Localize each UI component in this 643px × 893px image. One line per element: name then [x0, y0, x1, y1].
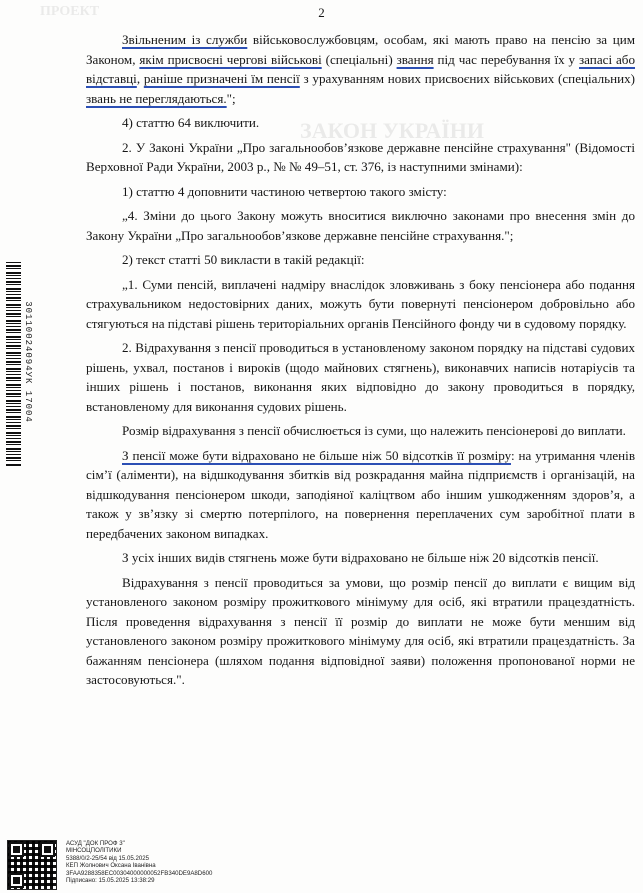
underline-annotation: З пенсії може бути відраховано не більше ніж 50 відсотків її розміру — [122, 447, 511, 463]
document-body — [86, 30, 635, 690]
paragraph-5: „4. Зміни до цього Закону можуть вноситися виключно законами про внесення змін до Закону України „Про загальнообов’язкове державне пенсійне страхування."; — [86, 208, 635, 243]
underline-annotation: запасі або відставці — [86, 51, 635, 86]
stamp-certificate: 3FAA9288358EC00304000000052FB340DE9A8D600 — [66, 869, 213, 877]
underline-annotation: раніше призначені їм пенсії — [143, 71, 300, 86]
underline-annotation: якім присвоєні чергові військові — [139, 51, 322, 67]
underline-annotation: звань не переглядаються. — [86, 90, 227, 106]
paragraph-11: З усіх інших видів стягнень може бути відраховано не більше ніж 20 відсотків пенсії. — [122, 550, 599, 565]
paragraph-7: „1. Суми пенсій, виплачені надміру внаслідок зловживань з боку пенсіонера або подання страхувальником недостовірних даних, можуть бути повернуті пенсіонером добровільно або стягуються на підставі рішень територіальних органів Пенсійного фонду чи в судовому порядку. — [86, 276, 635, 331]
stamp-signer: КЕП Жолнович Оксана Іванівна — [66, 862, 156, 870]
barcode-number: 30110024094УК 17004 — [23, 301, 33, 423]
stamp-system: АСУД "ДОК ПРОФ 3" — [66, 840, 125, 847]
page-number: 2 — [318, 5, 325, 20]
stamp-reg-number: 5388/0/2-25/54 від 15.05.2025 — [66, 854, 150, 862]
underline-annotation: звання — [396, 51, 434, 67]
paragraph-8: 2. Відрахування з пенсії проводиться в установленому законом порядку на підставі судових рішень, ухвал, постанов і вироків (щодо майнових стягнень), виконавчих написів нотаріусів та інших рішень і постанов, виконання яких відповідно до закону проводиться в порядку, встановленому для виконання судових рішень. — [86, 340, 635, 414]
stamp-ministry: МІНСОЦПОЛІТИКИ — [66, 847, 122, 855]
paragraph-10: З пенсії може бути відраховано не більше ніж 50 відсотків її розміру: на утримання членів сім’ї (аліменти), на відшкодування збитків від розкрадання майна підприємств і організацій, на відшкодування пенсіонером шкоди, заподіяної каліцтвом або іншим ушкодженням здоров’я, а також у зв’язку зі смертю потерпілого, на повернення переплачених сум заробітної плати в передбачених законом випадках. — [86, 447, 635, 541]
bleed-through-title: ЗАКОН УКРАЇНИ — [300, 118, 485, 143]
paragraph-3: 2. У Законі України „Про загальнообов’язкове державне пенсійне страхування" (Відомості Верховної Ради України, 2003 р., № № 49–51, ст. 376, із наступними змінами): — [86, 139, 635, 174]
qr-code — [7, 840, 57, 890]
bleed-through-header: ПРОЕКТ — [40, 4, 100, 19]
paragraph-2: 4) статтю 64 виключити. — [122, 115, 260, 130]
paragraph-9: Розмір відрахування з пенсії обчислюється із суми, що належить пенсіонерові до виплати. — [122, 423, 626, 438]
paragraph-1: Звільненим із служби військовослужбовцям, особам, які мають право на пенсію за цим Законом, якім присвоєні чергові військові (спеціальні) звання під час перебування їх у запасі або відставці, раніше призначені їм пенсії з урахуванням нових присвоєних військових (спеціальних) звань не переглядаються."; — [86, 32, 635, 106]
underline-annotation: Звільненим із служби — [122, 32, 248, 47]
paragraph-12: Відрахування з пенсії проводиться за умови, що розмір пенсії до виплати є вищим від установленого законом розміру прожиткового мінімуму для осіб, які втратили працездатність. Після проведення відрахування з пенсії її розмір до виплати не може бути меншим від установленого законом розміру прожиткового мінімуму для осіб, які втратили працездатність. За бажанням пенсіонера (шляхом подання відповідної заяви) положення пропонованої норми не застосовуються.". — [86, 574, 635, 687]
paragraph-6: 2) текст статті 50 викласти в такій редакції: — [122, 252, 365, 267]
stamp-signed-at: Підписано: 15.05.2025 13:38:29 — [66, 877, 155, 885]
signature-stamp — [66, 840, 276, 884]
paragraph-4: 1) статтю 4 доповнити частиною четвертою такого змісту: — [122, 183, 447, 199]
barcode — [6, 262, 21, 467]
